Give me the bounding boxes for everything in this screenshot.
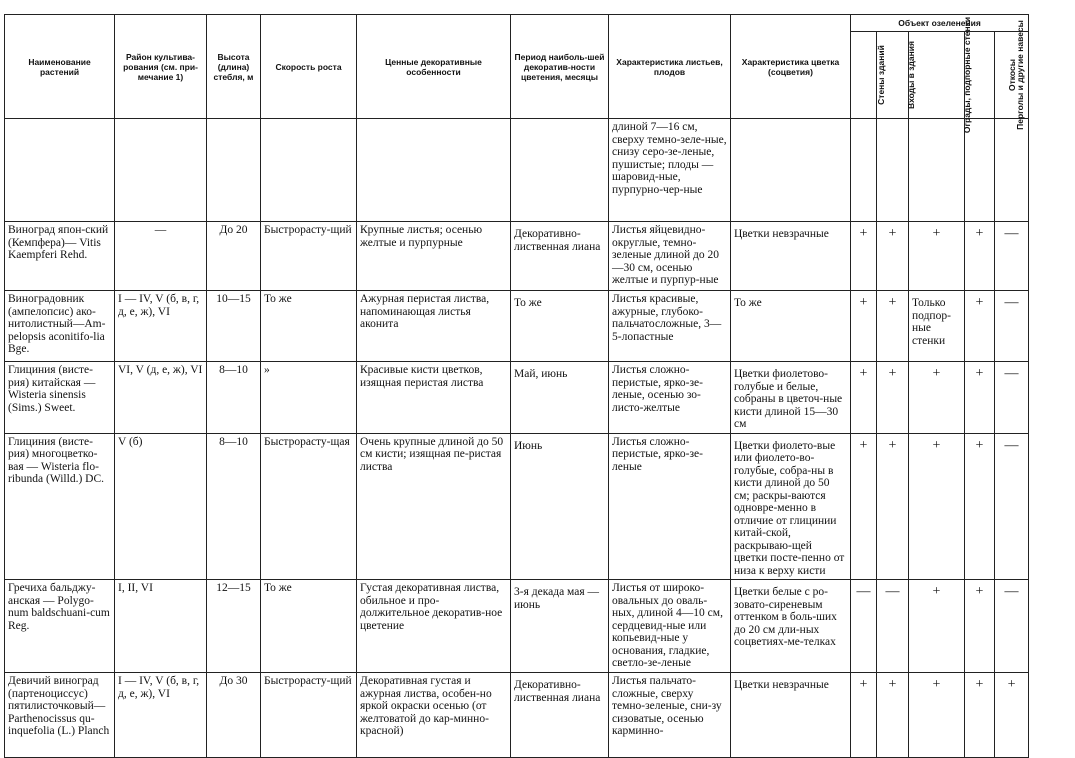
cell-height: До 30 <box>207 673 261 758</box>
cell-object-mark: — <box>995 433 1029 580</box>
cell-features: Ажурная перистая листва, напоминающая листья аконита <box>357 291 511 362</box>
header-region: Район культива-рования (см. при-мечание 1) <box>115 15 207 119</box>
cell-object-mark: — <box>995 362 1029 434</box>
table-row <box>5 222 1029 291</box>
cell-object-mark: + <box>909 673 965 758</box>
header-speed: Скорость роста <box>261 15 357 119</box>
cell-object-mark: — <box>995 580 1029 673</box>
cell-features: Крупные листья; осенью желтые и пурпурные <box>357 222 511 291</box>
cell-region: I — IV, V (б, в, г, д, е, ж), VI <box>115 291 207 362</box>
cell-flower: Цветки невзрачные <box>731 673 851 758</box>
cell-leaves: длиной 7—16 см, сверху темно-зеле-ные, снизу серо-зе-леные, пушистые; плоды — шаровид-ные, пурпурно-чер-ные <box>609 119 731 222</box>
cell-region: I — IV, V (б, в, г, д, е, ж), VI <box>115 673 207 758</box>
cell-object-mark: + <box>877 362 909 434</box>
table-row <box>5 291 1029 362</box>
cell-features: Красивые кисти цветков, изящная перистая листва <box>357 362 511 434</box>
cell-object-mark: + <box>909 580 965 673</box>
cell-flower: Цветки невзрачные <box>731 222 851 291</box>
cell-object-mark: — <box>851 580 877 673</box>
cell-height: 12—15 <box>207 580 261 673</box>
cell-features: Очень крупные длиной до 50 см кисти; изящная пе-ристая листва <box>357 433 511 580</box>
cell-name: Глициния (висте-рия) многоцветко-вая — Wisteria flo-ribunda (Willd.) DC. <box>5 433 115 580</box>
cell-object-mark: + <box>851 222 877 291</box>
cell-height: 10—15 <box>207 291 261 362</box>
cell-name: Виноград япон-ский (Кемпфера)— Vitis Kaempferi Rehd. <box>5 222 115 291</box>
cell-speed: То же <box>261 580 357 673</box>
cell-period: Декоративно-лиственная лиана <box>511 222 609 291</box>
cell-object-mark: Только подпор-ные стенки <box>909 291 965 362</box>
cell-leaves: Листья пальчато-сложные, сверху темно-зеленые, сни-зу сизоватые, осенью карминно- <box>609 673 731 758</box>
header-name: Наименование растений <box>5 15 115 119</box>
cell-name: Глициния (висте-рия) китайская — Wisteria sinensis (Sims.) Sweet. <box>5 362 115 434</box>
cell-object-mark: + <box>877 291 909 362</box>
table-row <box>5 119 1029 222</box>
header-period: Период наиболь-шей декоратив-ности цветения, месяцы <box>511 15 609 119</box>
header-object: Объект озеленения <box>851 15 1029 32</box>
cell-features: Густая декоративная листва, обильное и про-должительное декоратив-ное цветение <box>357 580 511 673</box>
cell-period: Май, июнь <box>511 362 609 434</box>
cell-name: Виноградовник (ампелопсис) ако-нитолистный—Am-pelopsis aconitifo-lia Bge. <box>5 291 115 362</box>
header-height: Высота (длина) стебля, м <box>207 15 261 119</box>
cell-region: VI, V (д, е, ж), VI <box>115 362 207 434</box>
cell-flower: Цветки фиолето-вые или фиолето-во-голубые, собра-ны в кисти длиной до 50 см; раскры-ваются одновре-менно в отличие от глицинии китай-ской, раскрываю-щей цветки посте-пенно от низа к верху кисти <box>731 433 851 580</box>
cell-period: Июнь <box>511 433 609 580</box>
plants-table <box>4 14 1029 758</box>
cell-object-mark: + <box>909 362 965 434</box>
cell-height: 8—10 <box>207 362 261 434</box>
cell-object-mark: + <box>965 433 995 580</box>
cell-object-mark: + <box>877 433 909 580</box>
cell-name: Гречиха бальджу-анская — Polygo-num baldschuani-cum Reg. <box>5 580 115 673</box>
cell-period: 3-я декада мая — июнь <box>511 580 609 673</box>
cell-object-mark: + <box>965 222 995 291</box>
cell-leaves: Листья сложно-перистые, ярко-зе-леные <box>609 433 731 580</box>
header-obj-fences: Ограды, подпорные стенки <box>909 32 965 119</box>
table-row <box>5 673 1029 758</box>
cell-object-mark: + <box>851 433 877 580</box>
cell-features: Декоративная густая и ажурная листва, особен-но яркой окраски осенью (от желтоватой до кар-минно-красной) <box>357 673 511 758</box>
cell-object-mark: + <box>965 291 995 362</box>
cell-period: Декоративно-лиственная лиана <box>511 673 609 758</box>
cell-object-mark: — <box>995 291 1029 362</box>
cell-leaves: Листья от широко-овальных до оваль-ных, длиной 4—10 см, сердцевид-ные или копьевид-ные у основания, гладкие, светло-зе-леные <box>609 580 731 673</box>
cell-height: 8—10 <box>207 433 261 580</box>
cell-object-mark: + <box>851 673 877 758</box>
cell-region: — <box>115 222 207 291</box>
header-obj-slopes: Откосы <box>995 32 1029 119</box>
cell-flower: То же <box>731 291 851 362</box>
cell-leaves: Листья яйцевидно-округлые, темно-зеленые длиной до 20—30 см, осенью желтые и пурпур-ные <box>609 222 731 291</box>
cell-height: До 20 <box>207 222 261 291</box>
cell-object-mark: + <box>909 433 965 580</box>
cell-leaves: Листья красивые, ажурные, глубоко-пальчатосложные, 3—5-лопастные <box>609 291 731 362</box>
table-row <box>5 362 1029 434</box>
cell-object-mark: — <box>995 222 1029 291</box>
cell-object-mark: + <box>877 673 909 758</box>
header-flower: Характеристика цветка (соцветия) <box>731 15 851 119</box>
table-row <box>5 433 1029 580</box>
cell-object-mark: + <box>851 362 877 434</box>
cell-object-mark: + <box>909 222 965 291</box>
cell-name: Девичий виноград (партеноциссус) пятилисточковый— Parthenocissus qu-inquefolia (L.) Planch <box>5 673 115 758</box>
cell-period: То же <box>511 291 609 362</box>
header-features: Ценные декоративные особенности <box>357 15 511 119</box>
cell-flower: Цветки белые с ро-зовато-сиреневым оттенком в боль-ших до 20 см дли-ных соцветиях-ме-телках <box>731 580 851 673</box>
cell-speed: То же <box>261 291 357 362</box>
cell-speed: Быстрорасту-щий <box>261 673 357 758</box>
header-obj-pergolas: Перголы и другие навесы <box>965 32 995 119</box>
cell-speed: » <box>261 362 357 434</box>
cell-object-mark: + <box>965 362 995 434</box>
cell-speed: Быстрорасту-щий <box>261 222 357 291</box>
cell-region: V (б) <box>115 433 207 580</box>
cell-object-mark: + <box>877 222 909 291</box>
header-leaves: Характеристика листьев, плодов <box>609 15 731 119</box>
cell-flower: Цветки фиолетово-голубые и белые, собраны в цветоч-ные кисти длиной 15—30 см <box>731 362 851 434</box>
header-obj-walls: Стены зданий <box>851 32 877 119</box>
cell-object-mark: + <box>851 291 877 362</box>
cell-object-mark: — <box>877 580 909 673</box>
cell-object-mark: + <box>965 580 995 673</box>
cell-leaves: Листья сложно-перистые, ярко-зе-леные, осенью зо-листо-желтые <box>609 362 731 434</box>
cell-object-mark: + <box>965 673 995 758</box>
cell-object-mark: + <box>995 673 1029 758</box>
header-obj-entrances: Входы в здания <box>877 32 909 119</box>
cell-speed: Быстрорасту-щая <box>261 433 357 580</box>
cell-region: I, II, VI <box>115 580 207 673</box>
table-row <box>5 580 1029 673</box>
